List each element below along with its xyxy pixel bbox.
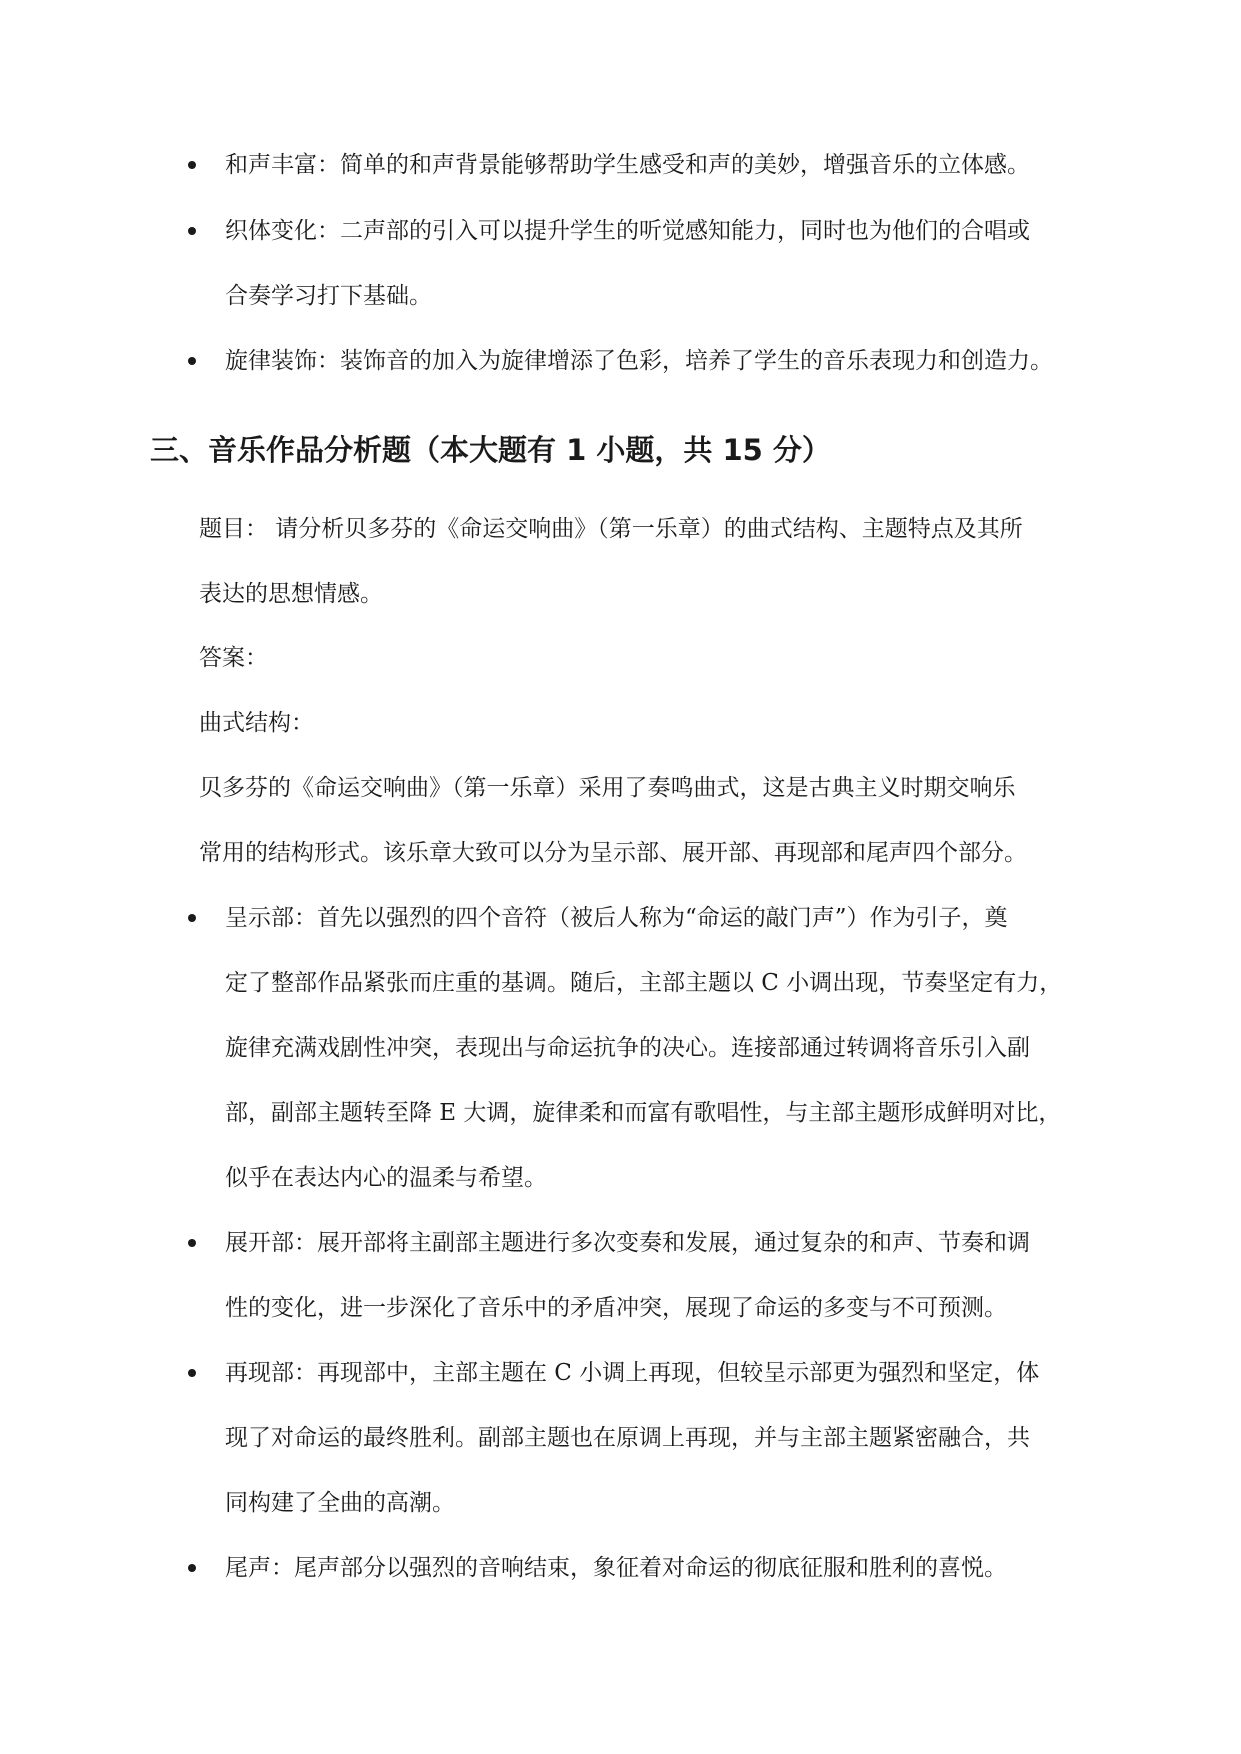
bullet-text: 和声丰富：简单的和声背景能够帮助学生感受和声的美妙，增强音乐的立体感。 [225,152,1030,178]
bullet-text: 展开部：展开部将主副部主题进行多次变奏和发展，通过复杂的和声、节奏和调 [225,1230,1030,1256]
bullet-text: 尾声：尾声部分以强烈的音响结束，象征着对命运的彻底征服和胜利的喜悦。 [225,1555,1007,1581]
bullet-text: 呈示部：首先以强烈的四个音符（被后人称为“命运的敲门声”）作为引子，奠 [225,905,1008,931]
bullet-text: 织体变化：二声部的引入可以提升学生的听觉感知能力，同时也为他们的合唱或 [225,218,1030,244]
form-structure-label: 曲式结构： [199,710,314,736]
bullet-text: 部，副部主题转至降 E 大调，旋律柔和而富有歌唱性，与主部主题形成鲜明对比， [225,1100,1062,1126]
bullet-text: 再现部：再现部中，主部主题在 C 小调上再现，但较呈示部更为强烈和坚定，体 [225,1360,1040,1386]
question-text: 表达的思想情感。 [199,581,383,607]
section-heading: 三、音乐作品分析题（本大题有 1 小题，共 15 分） [150,433,831,467]
bullet-text: 旋律充满戏剧性冲突，表现出与命运抗争的决心。连接部通过转调将音乐引入副 [225,1035,1030,1061]
bullet-marker [188,227,196,235]
bullet-marker [188,1239,196,1247]
bullet-text: 定了整部作品紧张而庄重的基调。随后，主部主题以 C 小调出现，节奏坚定有力， [225,970,1063,996]
bullet-marker [188,357,196,365]
bullet-marker [188,914,196,922]
bullet-text: 似乎在表达内心的温柔与希望。 [225,1165,547,1191]
question-text: 题目： 请分析贝多芬的《命运交响曲》（第一乐章）的曲式结构、主题特点及其所 [199,516,1023,542]
bullet-text: 旋律装饰：装饰音的加入为旋律增添了色彩，培养了学生的音乐表现力和创造力。 [225,348,1053,374]
bullet-text: 同构建了全曲的高潮。 [225,1490,455,1516]
bullet-text: 合奏学习打下基础。 [225,283,432,309]
bullet-marker [188,1564,196,1572]
bullet-text: 性的变化，进一步深化了音乐中的矛盾冲突，展现了命运的多变与不可预测。 [225,1295,1007,1321]
intro-paragraph: 常用的结构形式。该乐章大致可以分为呈示部、展开部、再现部和尾声四个部分。 [199,840,1027,866]
bullet-marker [188,1369,196,1377]
intro-paragraph: 贝多芬的《命运交响曲》（第一乐章）采用了奏鸣曲式，这是古典主义时期交响乐 [199,775,1016,801]
answer-label: 答案： [199,645,268,671]
bullet-marker [188,161,196,169]
bullet-text: 现了对命运的最终胜利。副部主题也在原调上再现，并与主部主题紧密融合，共 [225,1425,1030,1451]
